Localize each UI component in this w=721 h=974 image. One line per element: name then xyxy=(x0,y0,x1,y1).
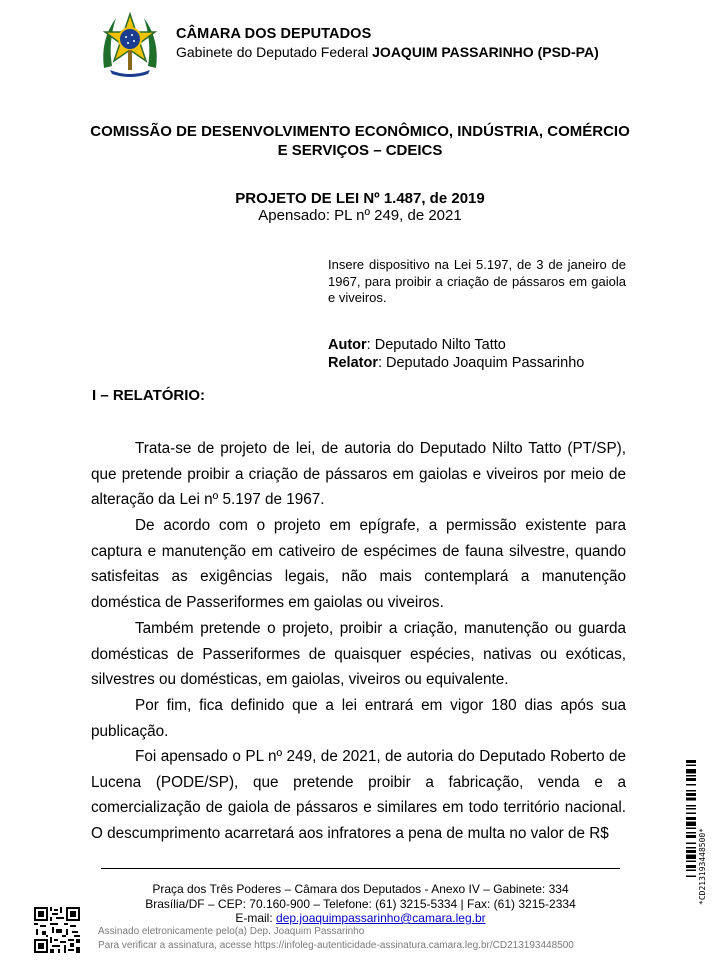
relator-value: : Deputado Joaquim Passarinho xyxy=(377,355,585,371)
office-prefix: Gabinete do Deputado Federal xyxy=(176,44,373,60)
paragraph: Trata-se de projeto de lei, de autoria do Deputado Nilto Tatto (PT/SP), que pretende proibir a criação de pássaros em gaiolas e viveiros por meio de alteração da Lei nº 5.197 de 1967. xyxy=(91,440,626,509)
organization-name: CÂMARA DOS DEPUTADOS xyxy=(176,26,372,42)
paragraph: De acordo com o projeto em epígrafe, a permissão existente para captura e manutenção em cativeiro de espécimes de fauna silvestre, quando satisfeitas as exigências legais, não mais contemplará a manutenção doméstica de Passeriformes em gaiolas ou viveiros. xyxy=(91,517,626,612)
section-title: I – RELATÓRIO: xyxy=(92,387,206,404)
committee-line-2: E SERVIÇOS – CDEICS xyxy=(277,142,443,159)
footer-divider xyxy=(101,868,620,869)
author-value: : Deputado Nilto Tatto xyxy=(366,337,506,353)
paragraph: Também pretende o projeto, proibir a criação, manutenção ou guarda domésticas de Passeriformes de quaisquer espécies, nativas ou exóticas, silvestres ou domésticas, em gaiolas, viveiros ou equivalente. xyxy=(91,620,626,689)
footer-address: Praça dos Três Poderes – Câmara dos Deputados - Anexo IV – Gabinete: 334 xyxy=(152,882,569,896)
author-label: Autor xyxy=(328,337,367,353)
footer-contact: Brasília/DF – CEP: 70.160-900 – Telefone: (61) 3215-5334 | Fax: (61) 3215-2334 xyxy=(145,897,576,911)
paragraph: Por fim, fica definido que a lei entrará em vigor 180 dias após sua publicação. xyxy=(91,697,626,740)
bill-title: PROJETO DE LEI Nº 1.487, de 2019 xyxy=(235,190,485,207)
footer-email-label: E-mail: xyxy=(235,911,277,925)
paragraph: Foi apensado o PL nº 249, de 2021, de autoria do Deputado Roberto de Lucena (PODE/SP), que pretende proibir a fabricação, venda e a comercialização de gaiola de pássaros e similares em todo território nacional. O descumprimento acarretará aos infratores a pena de multa no valor de R$ xyxy=(91,748,626,843)
signature-notice: Assinado eletronicamente pelo(a) Dep. Joaquim Passarinho xyxy=(98,926,365,937)
barcode-number: *CD213193448500* xyxy=(698,827,707,905)
committee-line-1: COMISSÃO DE DESENVOLVIMENTO ECONÔMICO, INDÚSTRIA, COMÉRCIO xyxy=(90,123,630,140)
bill-annex: Apensado: PL nº 249, de 2021 xyxy=(258,207,462,224)
signature-verify-url: Para verificar a assinatura, acesse https://infoleg-autenticidade-assinatura.camara.leg.br/CD213193448500 xyxy=(98,940,574,951)
footer-email-link[interactable]: dep.joaquimpassarinho@camara.leg.br xyxy=(276,911,486,925)
ementa: Insere dispositivo na Lei 5.197, de 3 de janeiro de 1967, para proibir a criação de pássaros em gaiola e viveiros. xyxy=(328,257,626,305)
footer-email-line xyxy=(0,911,721,925)
relator-label: Relator xyxy=(328,355,378,371)
deputy-name: JOAQUIM PASSARINHO (PSD-PA) xyxy=(372,44,599,60)
qr-code-icon xyxy=(34,907,80,953)
